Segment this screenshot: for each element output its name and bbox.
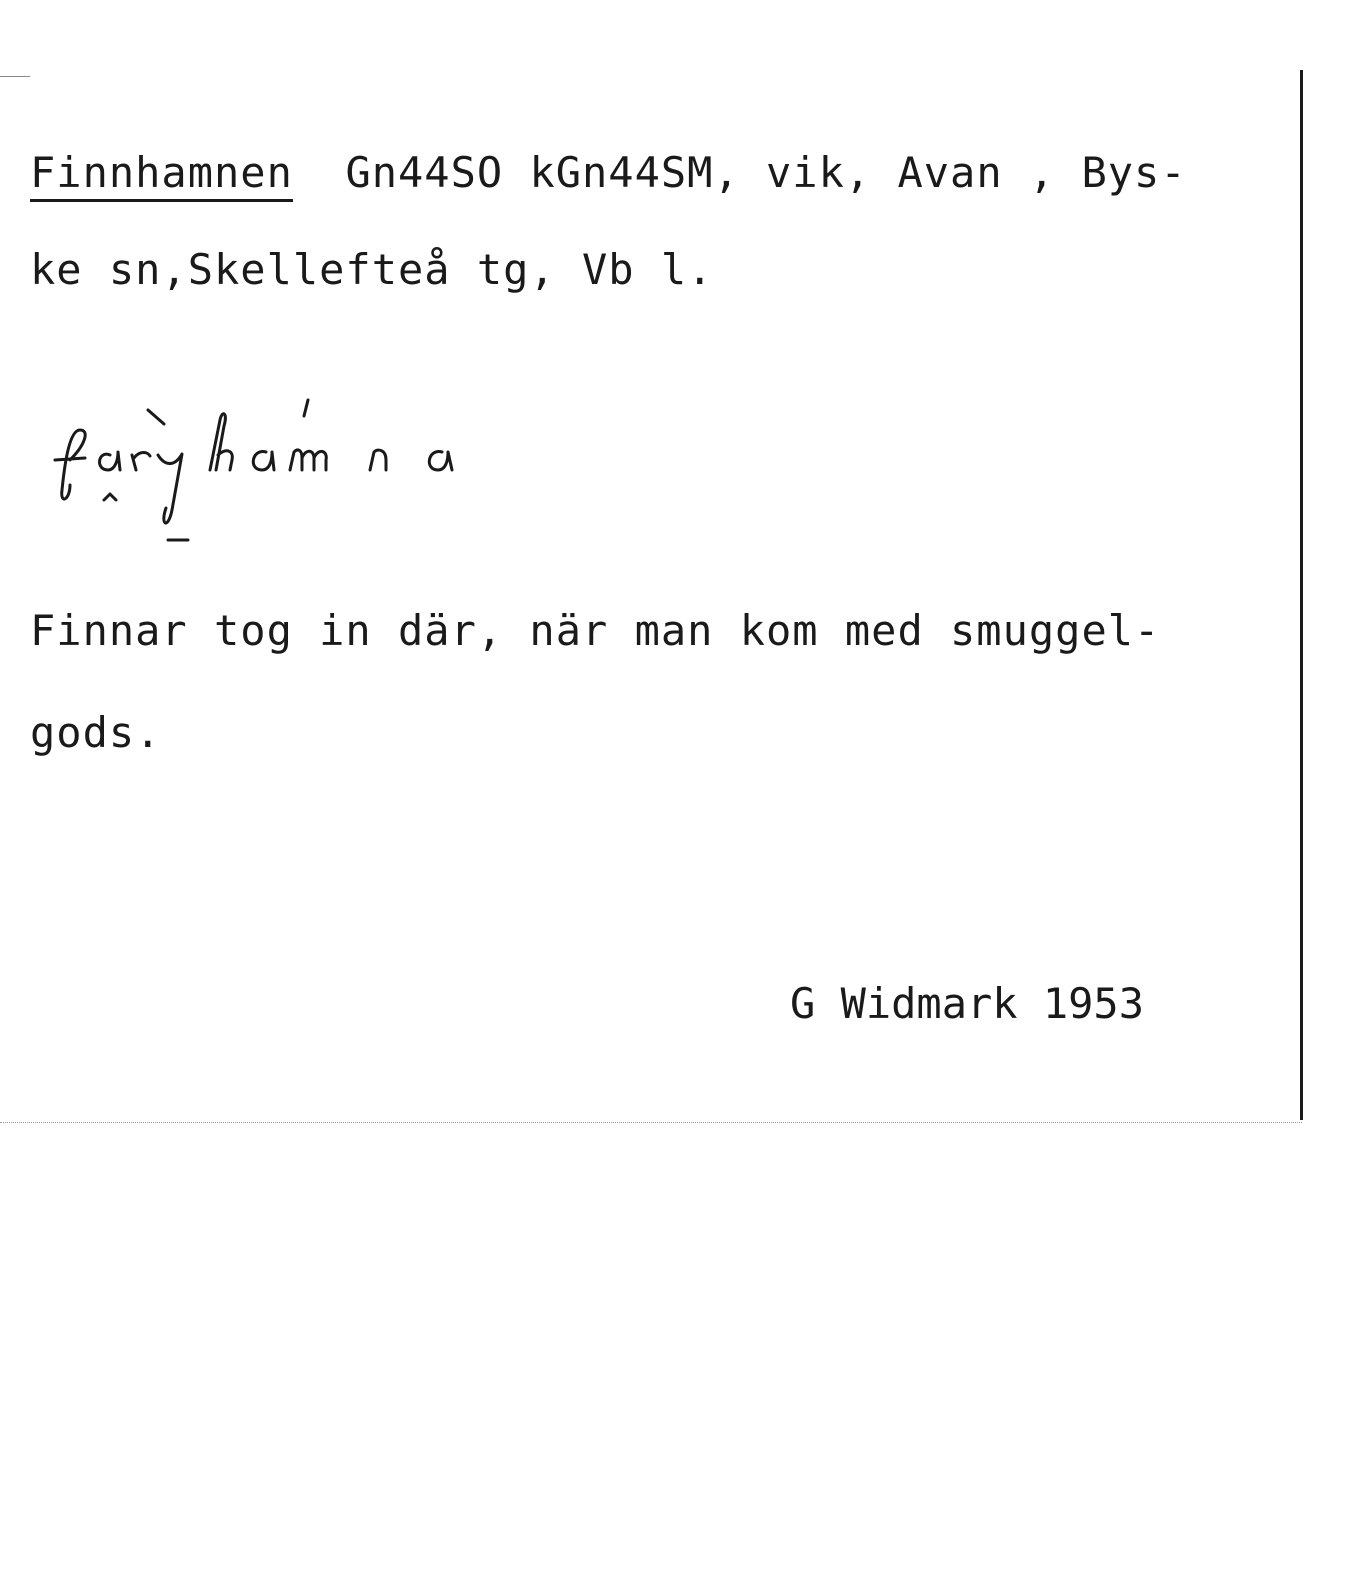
header-line-2: ke sn,Skellefteå tg, Vb l. [30, 245, 714, 294]
card-edge-mark [0, 76, 30, 77]
body-line-1: Finnar tog in där, när man kom med smuggel- [30, 606, 1161, 655]
signature: G Widmark 1953 [790, 979, 1145, 1028]
card-bottom-border [0, 1122, 1302, 1123]
handwritten-pronunciation [40, 390, 510, 550]
headword: Finnhamnen [30, 148, 293, 202]
card-right-border [1300, 70, 1303, 1120]
body-line-2: gods. [30, 708, 162, 757]
header-line-1 [30, 148, 1365, 197]
header-location-codes: Gn44SO kGn44SM, vik, Avan , Bys- [292, 148, 1187, 197]
